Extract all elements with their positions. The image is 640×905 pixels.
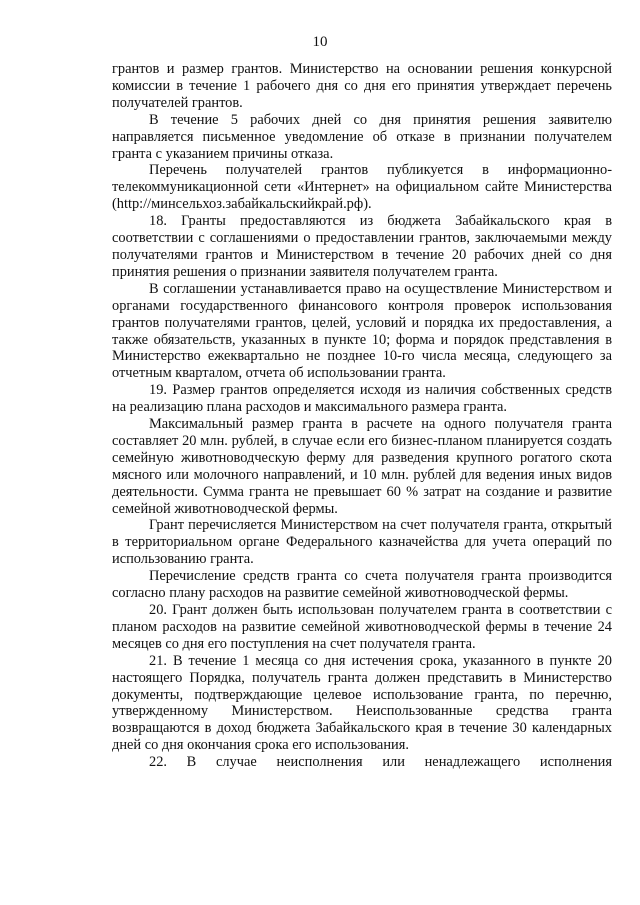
paragraph-agreement-terms: В соглашении устанавливается право на осуществление Министерством и органами государственного финансового контроля проверок использования грантов получателями грантов, целей, условий и порядка их предоставления, а также обязательств, указанных в пункте 10; форма и порядок представления в Министерство ежеквартально не позднее 10-го числа месяца, следующего за отчетным кварталом, отчета об использовании гранта. xyxy=(112,280,612,382)
paragraph-grant-recipients-approval: грантов и размер грантов. Министерство на основании решения конкурсной комиссии в течение 1 рабочего дня со дня его принятия утверждает перечень получателей грантов. xyxy=(112,61,612,111)
paragraph-recipients-list-publication: Перечень получателей грантов публикуется в информационно-телекоммуникационной сети «Интернет» на официальном сайте Министерства (http://минсельхоз.забайкальскийкрай.рф). xyxy=(112,162,612,213)
paragraph-grant-transfer: Грант перечисляется Министерством на счет получателя гранта, открытый в территориальном органе Федерального казначейства для учета операций по использованию гранта. xyxy=(112,517,612,568)
paragraph-funds-transfer: Перечисление средств гранта со счета получателя гранта производится согласно плану расходов на развитие семейной животноводческой фермы. xyxy=(112,568,612,602)
paragraph-item-19: 19. Размер грантов определяется исходя из наличия собственных средств на реализацию плана расходов и максимального размера гранта. xyxy=(112,382,612,416)
paragraph-item-21: 21. В течение 1 месяца со дня истечения срока, указанного в пункте 20 настоящего Порядка, получатель гранта должен представить в Министерство документы, подтверждающие целевое использование гранта, по перечню, утвержденному Министерством. Неиспользованные средства гранта возвращаются в доход бюджета Забайкальского края в течение 30 календарных дней со дня окончания срока его использования. xyxy=(112,652,612,754)
document-body xyxy=(112,61,612,771)
paragraph-item-18: 18. Гранты предоставляются из бюджета Забайкальского края в соответствии с соглашениями о предоставлении грантов, заключаемыми между получателями грантов и Министерством в течение 20 рабочих дней со дня принятия решения о признании заявителя получателем гранта. xyxy=(112,213,612,280)
paragraph-item-20: 20. Грант должен быть использован получателем гранта в соответствии с планом расходов на развитие семейной животноводческой фермы в течение 24 месяцев со дня его поступления на счет получателя гранта. xyxy=(112,602,612,652)
paragraph-maximum-grant-size: Максимальный размер гранта в расчете на одного получателя гранта составляет 20 млн. рублей, в случае если его бизнес-планом планируется создать семейную животноводческую ферму для разведения крупного рогатого скота мясного или молочного направлений, и 10 млн. рублей для ведения иных видов деятельности. Сумма гранта не превышает 60 % затрат на создание и развитие семейной животноводческой фермы. xyxy=(112,416,612,517)
paragraph-item-22: 22. В случае неисполнения или ненадлежащего исполнения xyxy=(149,754,612,771)
paragraph-refusal-notice: В течение 5 рабочих дней со дня принятия решения заявителю направляется письменное уведомление об отказе в признании получателем гранта с указанием причины отказа. xyxy=(112,111,612,162)
page-number: 10 xyxy=(312,34,328,50)
